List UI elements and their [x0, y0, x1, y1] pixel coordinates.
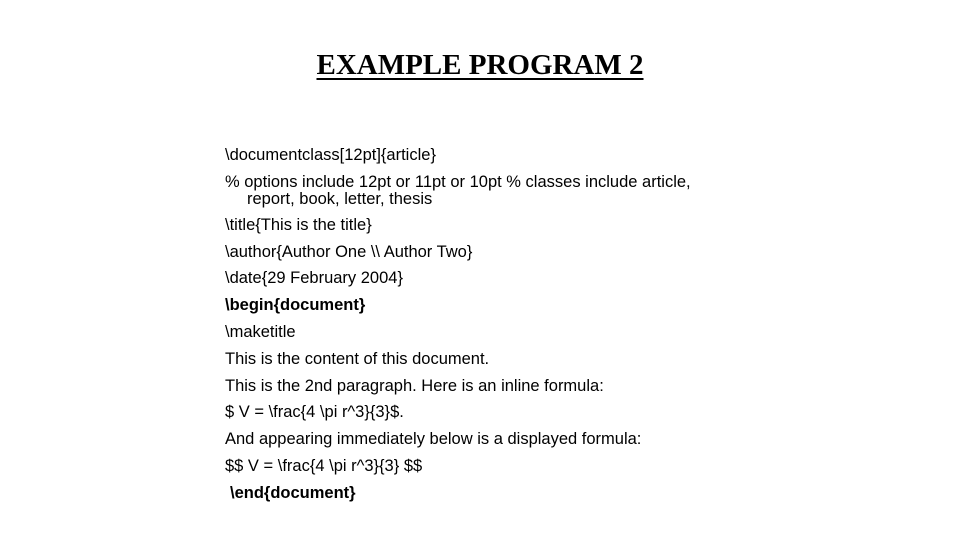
slide-title-text: EXAMPLE PROGRAM 2: [316, 49, 644, 81]
code-line-end-document: \end{document}: [230, 483, 356, 502]
code-line-date: \date{29 February 2004}: [225, 269, 403, 288]
code-line-options-comment: [225, 169, 845, 212]
code-line-maketitle: \maketitle: [225, 322, 296, 341]
code-line-author: \author{Author One \\ Author Two}: [225, 242, 473, 261]
code-line-begin-document: \begin{document}: [225, 296, 366, 315]
code-line-title: \title{This is the title}: [225, 215, 372, 234]
code-line-display-formula: $$ V = \frac{4 \pi r^3}{3} $$: [225, 456, 423, 475]
code-line-documentclass: \documentclass[12pt]{article}: [225, 146, 436, 164]
code-line-display-intro: And appearing immediately below is a displayed formula:: [225, 430, 642, 449]
code-line-paragraph-2: This is the 2nd paragraph. Here is an inline formula:: [225, 376, 604, 395]
latex-code-block: [225, 142, 845, 507]
code-line-inline-formula: $ V = \frac{4 \pi r^3}{3}$.: [225, 403, 404, 422]
code-line-content: This is the content of this document.: [225, 349, 490, 368]
code-line-options-comment-part2: report, book, letter, thesis: [247, 189, 433, 208]
code-line-options-comment-part1: % options include 12pt or 11pt or 10pt % classes include article,: [225, 172, 691, 191]
slide-title: [0, 47, 960, 83]
